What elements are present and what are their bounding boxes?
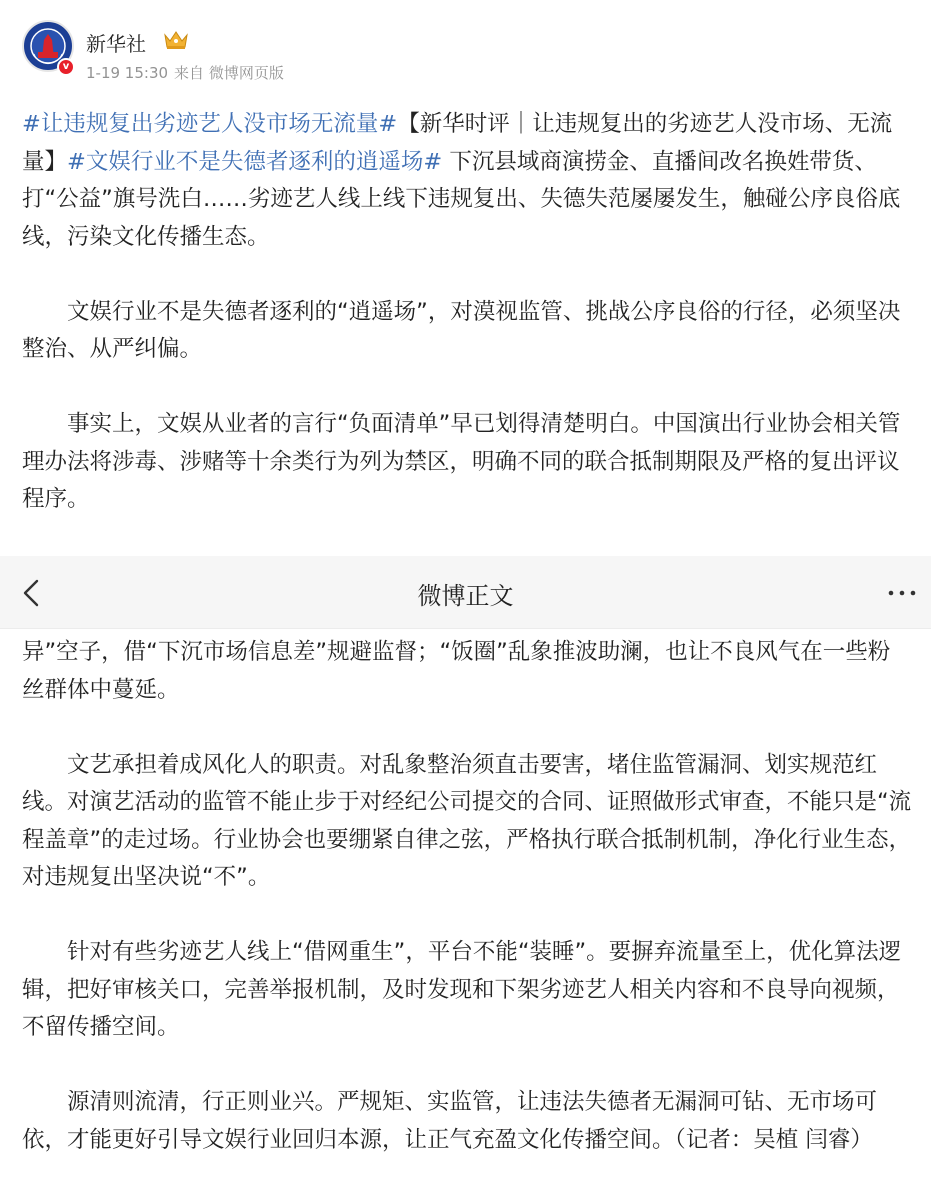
verified-badge-icon: v — [57, 58, 75, 76]
paragraph-text: 下沉县域商演捞金、直播间改名换姓带货、打“公益”旗号洗白……劣迹艺人线上线下违规复出、失德失范屡屡发生，触碰公序良俗底线，污染文化传播生态。 — [22, 148, 901, 250]
post-body — [22, 106, 912, 519]
crown-icon[interactable] — [162, 29, 190, 51]
post-meta — [86, 62, 290, 83]
detail-body — [22, 634, 912, 1159]
paragraph-text: 【新华时评｜让违规复出的劣迹艺人没市场、无流量】 — [22, 111, 893, 175]
paragraph-1 — [22, 106, 912, 256]
hashtag-link[interactable]: #文娱行业不是失德者逐利的逍遥场# — [67, 148, 443, 175]
nav-title: 微博正文 — [417, 582, 514, 610]
hashtag-link[interactable]: #让违规复出劣迹艺人没市场无流量# — [22, 111, 398, 137]
paragraph-2: 文娱行业不是失德者逐利的“逍遥场”，对漠视监管、挑战公序良俗的行径，必须坚决整治、从严纠偏。 — [22, 298, 901, 362]
paragraph-3: 事实上，文娱从业者的言行“负面清单”早已划得清楚明白。中国演出行业协会相关管理办法将涉毒、涉赌等十余类行为列为禁区，明确不同的联合抵制期限及严格的复出评议程序。 — [22, 411, 901, 512]
nav-bar — [0, 556, 931, 629]
post-source[interactable]: 来自 微博网页版 — [174, 64, 284, 82]
more-dots-icon[interactable] — [887, 584, 917, 596]
post-header — [0, 0, 931, 95]
paragraph-6: 源清则流清，行正则业兴。严规矩、实监管，让违法失德者无漏洞可钻、无市场可依，才能更好引导文娱行业回归本源，让正气充盈文化传播空间。（记者：吴植 闫睿） — [22, 1089, 878, 1153]
author-name[interactable]: 新华社 — [86, 32, 146, 56]
paragraph-partial: 异”空子，借“下沉市场信息差”规避监督；“饭圈”乱象推波助澜，也让不良风气在一些粉丝群体中蔓延。 — [22, 639, 891, 703]
paragraph-5: 针对有些劣迹艺人线上“借网重生”，平台不能“装睡”。要摒弃流量至上，优化算法逻辑，把好审核关口，完善举报机制，及时发现和下架劣迹艺人相关内容和不良导向视频，不留传播空间。 — [22, 939, 902, 1040]
post-time: 1-19 15:30 — [86, 64, 169, 82]
paragraph-4: 文艺承担着成风化人的职责。对乱象整治须直击要害，堵住监管漏洞、划实规范红线。对演艺活动的监管不能止步于对经纪公司提交的合同、证照做形式审查，不能只是“流程盖章”的走过场。行业协会也要绷紧自律之弦，严格执行联合抵制机制，净化行业生态，对违规复出坚决说“不”。 — [22, 751, 912, 890]
